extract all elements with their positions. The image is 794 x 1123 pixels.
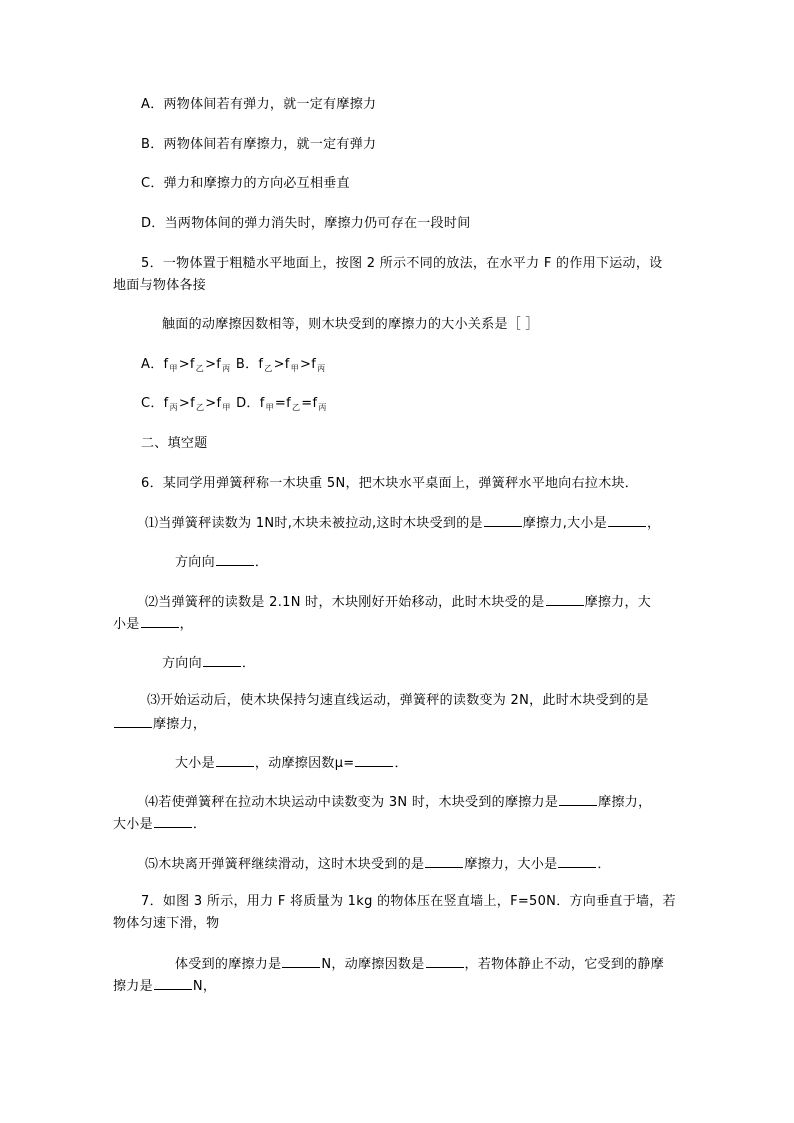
q6-p3-blank-mu[interactable] bbox=[355, 754, 393, 767]
q6-p1-blank-direction[interactable] bbox=[216, 553, 254, 566]
q6-p3-blank-size[interactable] bbox=[216, 754, 254, 767]
q5-a-sub3: 丙 bbox=[222, 364, 231, 373]
q6-p1-blank-type[interactable] bbox=[484, 514, 522, 527]
q7-text-c: ，若物体静止不动，它受到的静摩 bbox=[464, 957, 665, 972]
q6-p5-blank-size[interactable] bbox=[558, 855, 596, 868]
q6-part1-line2 bbox=[175, 553, 268, 571]
q6-p4-text-c: 大小是 bbox=[113, 817, 153, 832]
q7-blank-mu[interactable] bbox=[426, 955, 464, 968]
q6-p5-text-c: ． bbox=[597, 857, 611, 872]
q5-a-sub2: 乙 bbox=[195, 364, 205, 373]
q5-d-eq2: =f bbox=[301, 396, 318, 411]
q4-option-b: B．两物体间若有摩擦力，就一定有弹力 bbox=[141, 137, 377, 152]
q5-c-gt2: >f bbox=[205, 396, 222, 411]
q5-d-label: D．f bbox=[231, 396, 265, 411]
q5-line3: 触面的动摩擦因数相等，则木块受到的摩擦力的大小关系是［ ］ bbox=[162, 317, 539, 332]
q6-p2-text-c: 小是 bbox=[113, 617, 140, 632]
q7-text-e: N， bbox=[192, 979, 217, 994]
q4-option-a: A．两物体间若有弹力，就一定有摩擦力 bbox=[141, 97, 377, 112]
q6-p3-text-d: ，动摩擦因数μ= bbox=[254, 756, 355, 771]
q5-c-gt1: >f bbox=[178, 396, 195, 411]
q5-line2: 地面与物体各接 bbox=[113, 278, 207, 293]
q5-d-sub2: 乙 bbox=[291, 403, 301, 412]
q5-options-ab bbox=[141, 357, 326, 374]
q6-p2-blank-size[interactable] bbox=[141, 615, 179, 628]
q6-p5-text-b: 摩擦力，大小是 bbox=[464, 857, 558, 872]
q6-p2-blank-direction[interactable] bbox=[203, 654, 241, 667]
q5-a-gt1: >f bbox=[178, 357, 195, 372]
q7-line4 bbox=[113, 977, 216, 995]
q6-p2-text-a: ⑵当弹簧秤的读数是 2.1N 时，木块刚好开始移动，此时木块受的是 bbox=[145, 595, 545, 610]
q6-part2-line2 bbox=[113, 615, 193, 633]
q6-p3-text-b: 摩擦力， bbox=[153, 717, 207, 732]
q7-line2: 物体匀速下滑，物 bbox=[113, 916, 220, 931]
q6-p2-text-b: 摩擦力，大 bbox=[584, 595, 652, 610]
q6-p4-text-b: 摩擦力， bbox=[598, 795, 652, 810]
q5-c-sub1: 丙 bbox=[169, 403, 178, 412]
q6-part2-line3 bbox=[162, 654, 255, 672]
q5-c-sub2: 乙 bbox=[195, 403, 205, 412]
q7-blank-friction[interactable] bbox=[282, 955, 320, 968]
q6-p3-text-c: 大小是 bbox=[175, 756, 215, 771]
q7-text-d: 擦力是 bbox=[113, 979, 153, 994]
q5-d-sub3: 丙 bbox=[318, 403, 327, 412]
q4-option-c: C．弹力和摩擦力的方向必互相垂直 bbox=[141, 176, 350, 191]
q4-option-d: D．当两物体间的弹力消失时，摩擦力仍可存在一段时间 bbox=[141, 216, 471, 231]
q6-p2-text-e: 方向向 bbox=[162, 656, 202, 671]
q5-c-label: C．f bbox=[141, 396, 169, 411]
q6-part3-line2 bbox=[113, 715, 206, 733]
q6-p2-text-d: ， bbox=[179, 617, 193, 632]
q5-options-cd bbox=[141, 396, 328, 413]
q5-b-sub2: 甲 bbox=[290, 364, 299, 373]
q5-b-label: B．f bbox=[231, 357, 264, 372]
q5-a-gt2: >f bbox=[205, 357, 222, 372]
q5-c-sub3: 甲 bbox=[222, 403, 231, 412]
q5-a-label: A．f bbox=[141, 357, 169, 372]
q5-a-sub1: 甲 bbox=[169, 364, 178, 373]
q6-part3-line3 bbox=[175, 754, 408, 772]
q5-b-gt2: >f bbox=[300, 357, 317, 372]
q6-p4-blank-type[interactable] bbox=[559, 793, 597, 806]
q6-p2-text-f: ． bbox=[241, 656, 256, 671]
q7-text-a: 体受到的摩擦力是 bbox=[175, 957, 282, 972]
q6-p1-text-c: ， bbox=[647, 516, 661, 531]
q6-p2-blank-type[interactable] bbox=[546, 593, 584, 606]
q6-p4-text-a: ⑷若使弹簧秤在拉动木块运动中读数变为 3N 时，木块受到的摩擦力是 bbox=[145, 795, 559, 810]
q5-line1: 5．一物体置于粗糙水平地面上，按图 2 所示不同的放法，在水平力 F 的作用下运动，设 bbox=[141, 256, 663, 271]
q6-p4-text-d: ． bbox=[192, 817, 207, 832]
q7-line3 bbox=[175, 955, 664, 973]
q6-p1-text-e: ． bbox=[254, 555, 269, 570]
q7-line1: 7．如图 3 所示，用力 F 将质量为 1kg 的物体压在竖直墙上，F=50N．方向垂直于墙，若 bbox=[141, 894, 676, 909]
q6-part1-line1 bbox=[145, 514, 660, 532]
q7-blank-static[interactable] bbox=[154, 977, 192, 990]
q6-p4-blank-size[interactable] bbox=[154, 815, 192, 828]
q5-b-sub3: 丙 bbox=[317, 364, 326, 373]
q5-b-sub1: 乙 bbox=[264, 364, 273, 373]
q6-part2-line1 bbox=[145, 593, 651, 611]
q6-part4-line2 bbox=[113, 815, 206, 833]
q5-d-eq1: =f bbox=[274, 396, 291, 411]
q5-d-sub1: 甲 bbox=[265, 403, 274, 412]
section-title: 二、填空题 bbox=[141, 436, 208, 451]
q6-part5 bbox=[145, 855, 611, 873]
q6-p5-text-a: ⑸木块离开弹簧秤继续滑动，这时木块受到的是 bbox=[145, 857, 425, 872]
q6-p3-text-e: ． bbox=[394, 756, 408, 771]
q6-p1-text-a: ⑴当弹簧秤读数为 1N时,木块未被拉动,这时木块受到的是 bbox=[145, 516, 483, 531]
q6-part3-line1: ⑶开始运动后，使木块保持匀速直线运动，弹簧秤的读数变为 2N，此时木块受到的是 bbox=[147, 693, 649, 708]
q7-text-b: N，动摩擦因数是 bbox=[321, 957, 425, 972]
q6-p1-blank-size[interactable] bbox=[608, 514, 646, 527]
q6-p5-blank-type[interactable] bbox=[425, 855, 463, 868]
q6-p3-blank-type[interactable] bbox=[114, 715, 152, 728]
q6-p1-text-d: 方向向 bbox=[175, 555, 215, 570]
q6-intro: 6．某同学用弹簧秤称一木块重 5N，把木块水平桌面上，弹簧秤水平地向右拉木块． bbox=[141, 476, 639, 491]
q6-p1-text-b: 摩擦力,大小是 bbox=[522, 516, 608, 531]
q6-part4-line1 bbox=[145, 793, 651, 811]
q5-b-gt1: >f bbox=[273, 357, 290, 372]
